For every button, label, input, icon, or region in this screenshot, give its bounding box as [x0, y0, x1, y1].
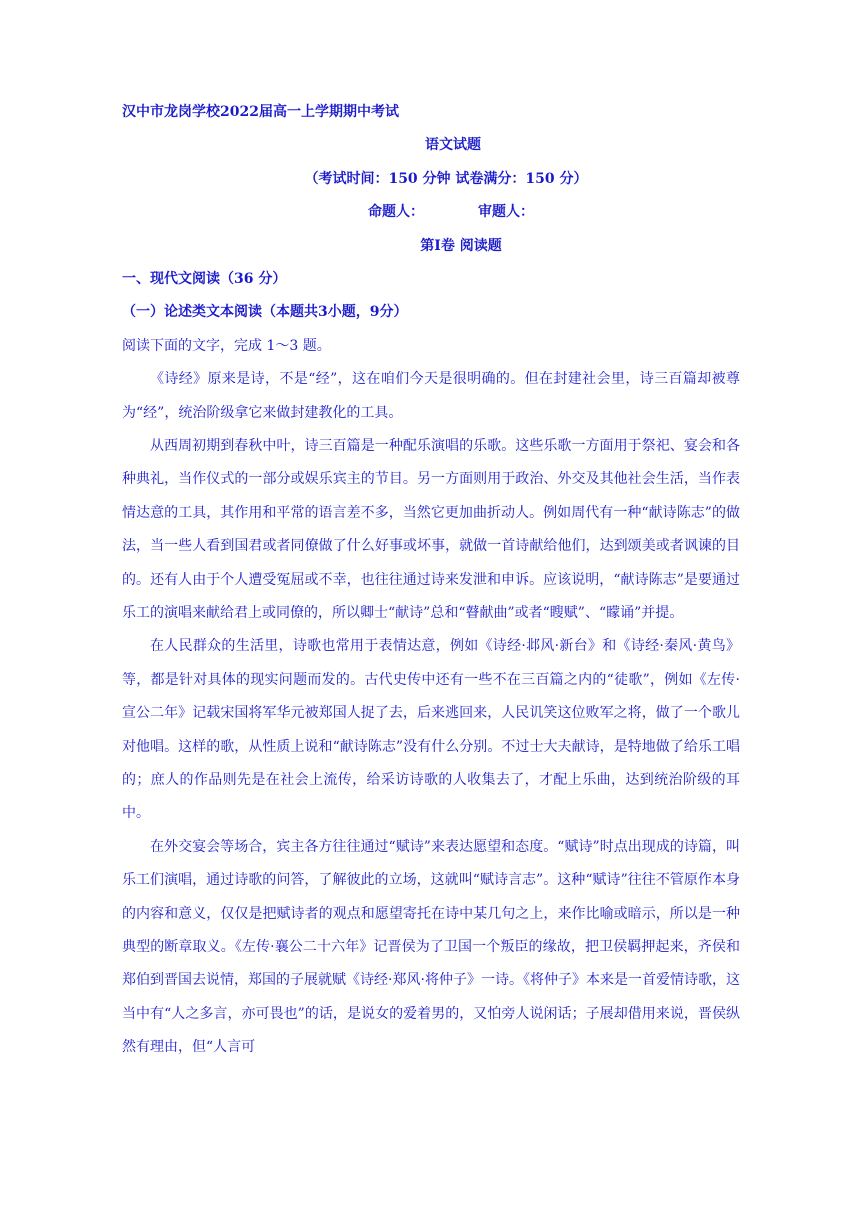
reviewer-label: 审题人：: [478, 204, 534, 221]
passage-paragraph-3: 在人民群众的生活里，诗歌也常用于表情达意，例如《诗经·邶风·新台》和《诗经·秦风·黄鸟》等，都是针对具体的现实问题而发的。古代史传中还有一些不在三百篇之内的“徒歌”，例如《左传·宣公二年》记载宋国将军华元被郑国人捉了去，后来逃回来，人民讥笑这位败军之将，做了一个歌儿对他唱。这样的歌，从性质上说和“献诗陈志”没有什么分别。不过士大夫献诗，是特地做了给乐工唱的；庶人的作品则先是在社会上流传，给采访诗歌的人收集去了，才配上乐曲，达到统治阶级的耳中。: [122, 638, 740, 822]
exam-info: （考试时间：150 分钟 试卷满分：150 分）: [304, 170, 588, 187]
setter-reviewer-line: [122, 196, 740, 229]
section-heading: 一、现代文阅读（36 分）: [122, 270, 287, 287]
volume-title: 第Ⅰ卷 阅读题: [420, 237, 502, 254]
passage-paragraph-1: 《诗经》原来是诗，不是“经”，这在咱们今天是很明确的。但在封建社会里，诗三百篇却被尊为“经”，统治阶级拿它来做封建教化的工具。: [122, 371, 740, 421]
subject-title: 语文试题: [425, 137, 481, 154]
school-exam-line: 汉中市龙岗学校2022届高一上学期期中考试: [122, 104, 399, 120]
passage-paragraph-4: 在外交宴会等场合，宾主各方往往通过“赋诗”来表达愿望和态度。“赋诗”时点出现成的诗篇，叫乐工们演唱，通过诗歌的问答，了解彼此的立场，这就叫“赋诗言志”。这种“赋诗”往往不管原作本身的内容和意义，仅仅是把赋诗者的观点和愿望寄托在诗中某几句之上，来作比喻或暗示，所以是一种典型的断章取义。《左传·襄公二十六年》记晋侯为了卫国一个叛臣的缘故，把卫侯羁押起来，齐侯和郑伯到晋国去说情，郑国的子展就赋《诗经·郑风·将仲子》一诗。《将仲子》本来是一首爱情诗歌，这当中有“人之多言，亦可畏也”的话，是说女的爱着男的，又怕旁人说闲话；子展却借用来说，晋侯纵然有理由，但“人言可: [122, 838, 740, 1056]
section-subheading: （一）论述类文本阅读（本题共3小题，9分）: [122, 304, 408, 321]
exam-page: [122, 96, 740, 1065]
passage-paragraph-2: 从西周初期到春秋中叶，诗三百篇是一种配乐演唱的乐歌。这些乐歌一方面用于祭祀、宴会和各种典礼，当作仪式的一部分或娱乐宾主的节目。另一方面则用于政治、外交及其他社会生活，当作表情达意的工具，其作用和平常的语言差不多，当然它更加曲折动人。例如周代有一种“献诗陈志”的做法，当一些人看到国君或者同僚做了什么好事或坏事，就做一首诗献给他们，达到颂美或者讽谏的目的。还有人由于个人遭受冤屈或不幸，也往往通过诗来发泄和申诉。应该说明，“献诗陈志”是要通过乐工的演唱来献给君上或同僚的，所以卿士“献诗”总和“瞽献曲”或者“瞍赋”、“矇诵”并提。: [122, 437, 740, 621]
setter-label: 命题人：: [368, 204, 424, 221]
reading-instruction: 阅读下面的文字，完成 1～3 题。: [122, 337, 331, 354]
